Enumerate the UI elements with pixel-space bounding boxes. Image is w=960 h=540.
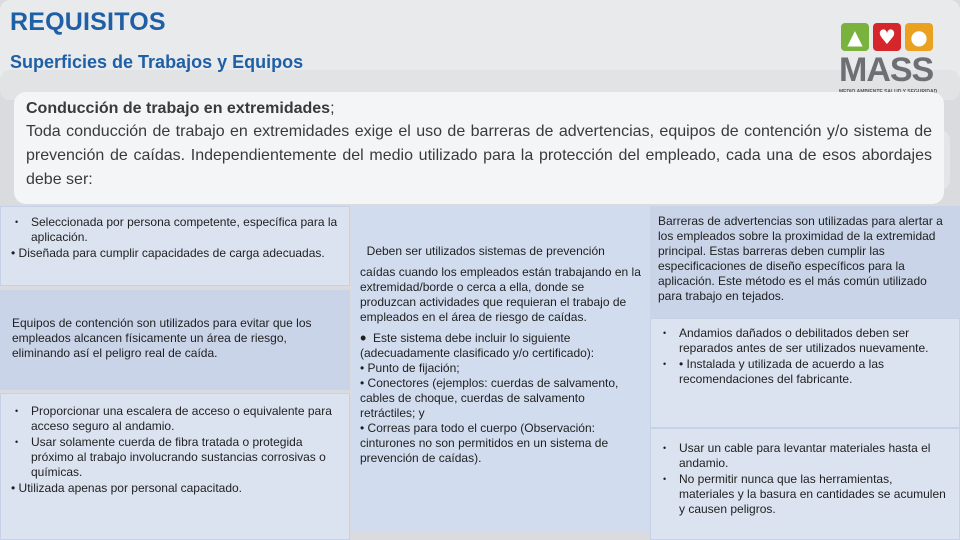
bullet-icon: • bbox=[360, 328, 367, 348]
system-includes-lead bbox=[360, 328, 641, 348]
intro-heading-text: Conducción de trabajo en extremidades bbox=[26, 100, 331, 117]
intro-body: Toda conducción de trabajo en extremidades exige el uso de barreras de advertencias, equipos de contención y/o sistema de prevención de caídas. Independientemente del medio utilizado para la protección del empleado, cada una de esos abordajes debe ser: bbox=[26, 123, 932, 188]
list-item: • Diseñada para cumplir capacidades de carga adecuadas. bbox=[11, 246, 325, 260]
list-item: • Correas para todo el cuerpo (Observación: cinturones no son permitidos en un sistema de prevención de caídas). bbox=[360, 421, 609, 465]
warning-barriers-text: Barreras de advertencias son utilizadas para alertar a los empleados sobre la proximidad de la extremidad principal. Estas barreras deben cumplir las especificaciones de diseño específicos para la aplicación. Este método es el más común utilizado para trabajo en tejados. bbox=[658, 214, 943, 303]
hardhat-icon: ● bbox=[905, 23, 933, 51]
fall-prevention-desc: caídas cuando los empleados están trabajando en la extremidad/borde o cerca a ella, donde se produzcan actividades que requieran el trabajo de empleados en el área de riesgo de caídas. bbox=[360, 265, 641, 324]
page-subtitle: Superficies de Trabajos y Equipos bbox=[10, 52, 304, 72]
list-item: • Usar solamente cuerda de fibra tratada o protegida próximo al trabajo involucrando sustancias corrosivas o químicas. bbox=[11, 435, 339, 480]
containment-equipment-box bbox=[0, 290, 350, 390]
page-title: REQUISITOS bbox=[10, 8, 166, 36]
list-item: • Punto de fijación; bbox=[360, 361, 460, 375]
fall-prevention-lead-text: Deben ser utilizados sistemas de prevención bbox=[366, 244, 605, 258]
list-item: • Proporcionar una escalera de acceso o equivalente para acceso seguro al andamio. bbox=[11, 404, 339, 434]
intro-box bbox=[14, 92, 944, 204]
containment-text: Equipos de contención son utilizados para evitar que los empleados alcancen físicamente un área de riesgo, eliminando así el peligro real de caída. bbox=[12, 316, 312, 360]
tree-icon: ▲ bbox=[841, 23, 869, 51]
list-item: • Utilizada apenas por personal capacitado. bbox=[11, 481, 243, 495]
requirements-box-selection bbox=[0, 206, 350, 286]
scaffold-access-box bbox=[0, 393, 350, 540]
intro-heading bbox=[26, 98, 932, 120]
intro-heading-suffix: ; bbox=[330, 100, 335, 117]
materials-handling-box bbox=[650, 428, 960, 540]
list-item: • Seleccionada por persona competente, específica para la aplicación. bbox=[11, 215, 339, 245]
list-item: • No permitir nunca que las herramientas, materiales y la basura en cantidades se acumulen y causen peligros. bbox=[659, 472, 951, 517]
system-includes-cert: (adecuadamente clasificado y/o certificado): bbox=[360, 346, 595, 360]
list-item: • Andamios dañados o debilitados deben ser reparados antes de ser utilizados nuevamente. bbox=[659, 326, 951, 356]
warning-barriers-box bbox=[650, 206, 960, 318]
scaffold-repair-box bbox=[650, 318, 960, 428]
list-item: • Conectores (ejemplos: cuerdas de salvamento, cables de choque, cuerdas de salvamento retráctiles; y bbox=[360, 376, 619, 420]
list-item: • Usar un cable para levantar materiales hasta el andamio. bbox=[659, 441, 951, 471]
system-includes-lead-text: Este sistema debe incluir lo siguiente bbox=[372, 331, 571, 345]
mass-logo bbox=[835, 23, 940, 98]
logo-text: MASS bbox=[839, 51, 934, 89]
fall-prevention-box bbox=[352, 206, 649, 532]
list-item: • • Instalada y utilizada de acuerdo a las recomendaciones del fabricante. bbox=[659, 357, 951, 387]
fall-prevention-lead bbox=[360, 244, 641, 259]
heart-icon: ♥ bbox=[873, 23, 901, 51]
